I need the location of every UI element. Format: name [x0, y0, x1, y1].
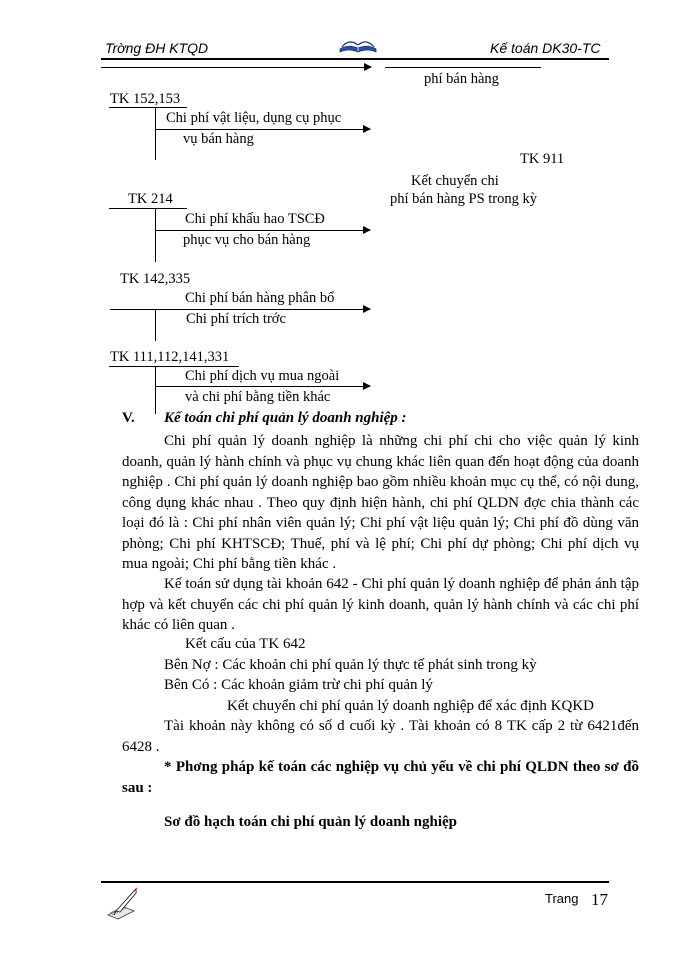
tk214-line	[109, 208, 187, 209]
arrow-top-left	[101, 67, 371, 68]
tk911-top-line	[385, 67, 541, 68]
structure-title: Kết cấu của TK 642	[185, 636, 306, 652]
label-tk111-2: và chi phí bằng tiền khác	[185, 389, 331, 405]
footer-rule	[101, 881, 609, 883]
header-left: Trờng ĐH KTQD	[105, 40, 209, 56]
tk152-line	[109, 107, 187, 108]
label-tk152-1: Chi phí vật liệu, dụng cụ phục	[166, 110, 342, 126]
tk111-vline	[155, 366, 156, 414]
quill-pen-icon	[104, 885, 140, 926]
paragraph-sub-accounts: Tài khoản này không có số d cuối kỳ . Tài khoản có 8 TK cấp 2 từ 6421đến 6428 .	[122, 718, 639, 755]
debit-side: Bên Nợ : Các khoản chi phí quản lý thực tế phát sinh trong kỳ	[164, 657, 537, 673]
arrow-tk142	[110, 309, 370, 310]
arrow-tk152	[156, 129, 370, 130]
label-tk152-2: vụ bán hàng	[183, 131, 254, 147]
account-tk911: TK 911	[520, 151, 565, 167]
account-tk152: TK 152,153	[110, 91, 181, 107]
label-tk214-1: Chi phí khấu hao TSCĐ	[185, 211, 325, 227]
section-title: Kế toán chi phí quản lý doanh nghiệp :	[164, 410, 407, 426]
credit-side: Bên Có : Các khoản giảm trừ chi phí quản lý	[164, 677, 433, 693]
tk152-vline	[155, 107, 156, 160]
label-tk911-1: Kết chuyển chi	[411, 173, 499, 189]
label-tk142-2: Chi phí trích trớc	[186, 311, 286, 327]
label-top-phi-ban-hang: phí bán hàng	[424, 71, 499, 87]
tk111-line	[109, 366, 239, 367]
book-logo-icon	[338, 34, 378, 59]
section-number: V.	[122, 410, 135, 426]
account-tk214: TK 214	[128, 191, 173, 207]
label-tk142-1: Chi phí bán hàng phân bổ	[185, 290, 335, 306]
arrow-tk111	[156, 386, 370, 387]
credit-side-2: Kết chuyển chi phí quản lý doanh nghiệp để xác định KQKD	[227, 698, 594, 714]
page-label: Trang	[545, 891, 579, 906]
paragraph-definition: Chi phí quản lý doanh nghiệp là những chi phí chi cho việc quản lý kinh doanh, quản lý hành chính và phục vụ chung khác liên quan đến hoạt động của doanh nghiệp . Chi phí quản lý doanh nghiệp bao gồm nhiều khoản mục cụ thể, có nội dung, công dụng khác nhau . Theo quy định hiện hành, chi phí QLDN đợc chia thành các loại đó là : Chi phí nhân viên quản lý; Chi phí vật liệu quản lý; Chi phí đồ dùng văn phòng; Chi phí KHTSCĐ; Thuế, phí và lệ phí; Chi phí dự phòng; Chi phí dịch vụ mua ngoài; Chi phí bằng tiền khác .	[122, 433, 639, 572]
account-tk142: TK 142,335	[120, 271, 191, 287]
page-number: 17	[591, 890, 608, 909]
method-heading: * Phơng pháp kế toán các nghiệp vụ chủ yếu về chi phí QLDN theo sơ đồ sau :	[122, 759, 639, 796]
arrow-tk214	[156, 230, 370, 231]
header-rule	[101, 58, 609, 60]
label-tk111-1: Chi phí dịch vụ mua ngoài	[185, 368, 340, 384]
account-tk111: TK 111,112,141,331	[110, 349, 230, 365]
label-tk911-2: phí bán hàng PS trong kỳ	[390, 191, 538, 207]
paragraph-account-642: Kế toán sử dụng tài khoản 642 - Chi phí quản lý doanh nghiệp để phản ánh tập hợp và kết chuyển các chi phí quản lý kinh doanh, quản lý hành chính và các chi phí khác có liên quan .	[122, 576, 639, 633]
label-tk214-2: phục vụ cho bán hàng	[183, 232, 311, 248]
header-right: Kế toán DK30-TC	[490, 40, 601, 56]
tk142-vline	[155, 309, 156, 341]
tk214-vline	[155, 208, 156, 262]
diagram-title: Sơ đồ hạch toán chi phí quản lý doanh nghiệp	[164, 814, 458, 830]
